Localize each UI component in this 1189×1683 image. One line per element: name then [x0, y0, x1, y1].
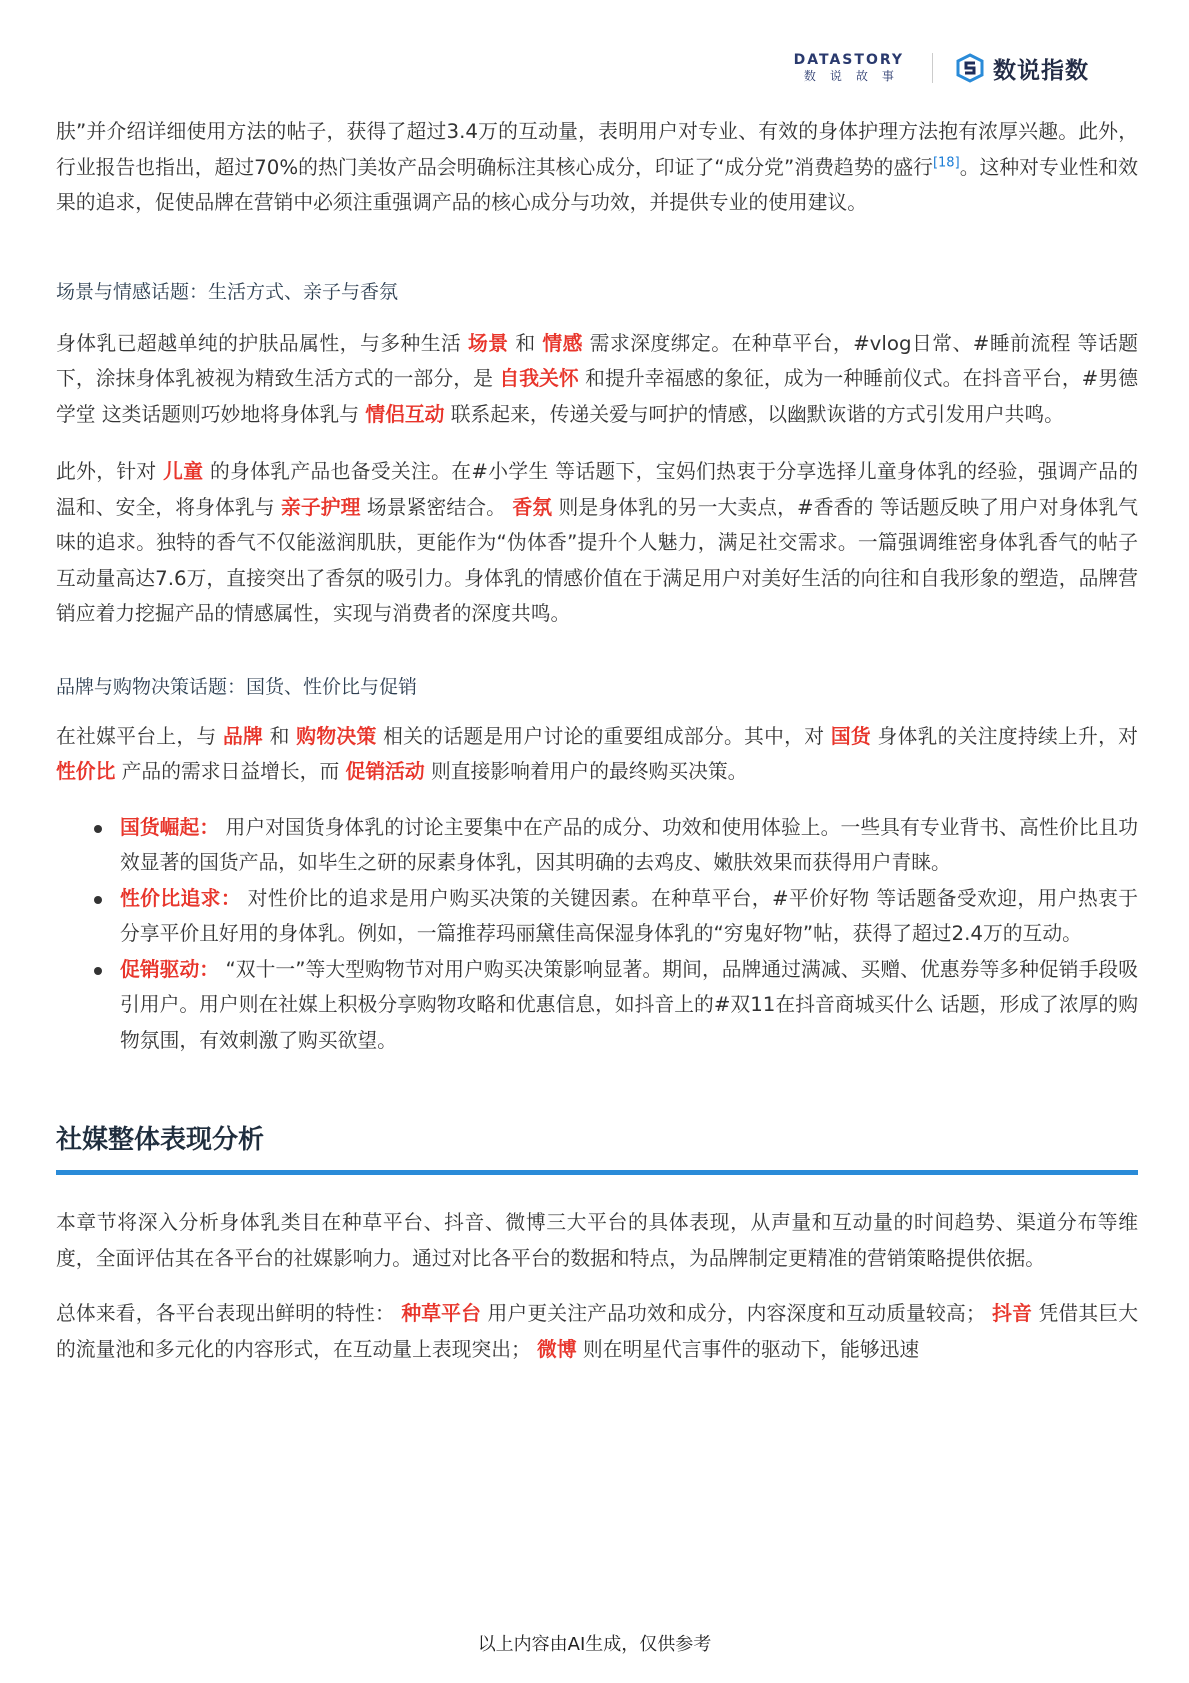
highlight-keyword: 微博	[537, 1337, 577, 1361]
paragraph-ingredients	[56, 114, 1138, 221]
citation-ref-18[interactable]: [18]	[932, 154, 960, 170]
section-title: 社媒整体表现分析	[56, 1125, 265, 1155]
bullet-text: 用户对国货身体乳的讨论主要集中在产品的成分、功效和使用体验上。一些具有专业背书、高性价比且功效显著的国货产品，如毕生之研的尿素身体乳，因其明确的去鸡皮、嫩肤效果而获得用户青睐。	[120, 815, 1138, 874]
subheading-scene-emotion: 场景与情感话题：生活方式、亲子与香氛	[56, 280, 399, 303]
paragraph-scene	[56, 326, 1138, 433]
paragraph-text: 用户更关注产品功效和成分，内容深度和互动质量较高；	[481, 1302, 993, 1325]
paragraph-text: 总体来看，各平台表现出鲜明的特性：	[56, 1302, 402, 1325]
highlight-keyword: 品牌	[223, 724, 264, 748]
paragraph-text: 则直接影响着用户的最终购买决策。	[424, 760, 748, 783]
paragraph-children-fragrance	[56, 454, 1138, 632]
highlight-keyword: 种草平台	[401, 1302, 482, 1325]
brand-logo	[955, 52, 1089, 85]
highlight-keyword: 情侣互动	[365, 402, 445, 426]
paragraph-text: 场景紧密结合。	[360, 495, 513, 519]
page-header	[794, 48, 1089, 88]
paragraph-text: 。这种对专业性和效果的追求，促使品牌在营销中必须注重强调产品的核心成分与功效，并提供专业的使用建议。	[56, 155, 1138, 214]
section-title-rule	[56, 1170, 1138, 1175]
paragraph-section-intro: 本章节将深入分析身体乳类目在种草平台、抖音、微博三大平台的具体表现，从声量和互动量的时间趋势、渠道分布等维度，全面评估其在各平台的社媒影响力。通过对比各平台的数据和特点，为品牌制定更精准的营销策略提供依据。	[56, 1211, 1138, 1270]
highlight-keyword: 儿童	[163, 460, 204, 483]
list-item	[92, 952, 1138, 1059]
bullet-label: 促销驱动：	[120, 957, 220, 981]
bullet-text: “双十一”等大型购物节对用户购买决策影响显著。期间，品牌通过满减、买赠、优惠券等多种促销手段吸引用户。用户则在社媒上积极分享购物攻略和优惠信息，如抖音上的#双11在抖音商城买什么 话题，形成了浓厚的购物氛围，有效刺激了购买欲望。	[120, 957, 1138, 1052]
brand-name: 数说指数	[993, 57, 1089, 84]
document-body	[56, 114, 1138, 1367]
section-header	[56, 1120, 1138, 1175]
paragraph-text: 此外，针对	[56, 460, 164, 483]
bullet-label: 国货崛起：	[120, 815, 220, 839]
bullet-dot-icon	[94, 896, 102, 904]
highlight-keyword: 亲子护理	[281, 495, 361, 519]
highlight-keyword: 性价比	[56, 760, 116, 783]
highlight-keyword: 国货	[830, 724, 871, 748]
bullet-text: 对性价比的追求是用户购买决策的关键因素。在种草平台，#平价好物 等话题备受欢迎，用户热衷于分享平价且好用的身体乳。例如，一篇推荐玛丽黛佳高保湿身体乳的“穷鬼好物”帖，获得了超过2.4万的互动。	[120, 886, 1138, 945]
highlight-keyword: 促销活动	[345, 760, 425, 783]
footer-disclaimer: 以上内容由AI生成，仅供参考	[477, 1634, 712, 1655]
bullet-label: 性价比追求：	[120, 886, 241, 910]
paragraph-text: 需求深度绑定。在种草平台，#vlog日常、#睡前流程 等话题下，涂抹身体乳被视为精致生活方式的一部分，是	[56, 331, 1138, 390]
paragraph-text: 身体乳已超越单纯的护肤品属性，与多种生活	[56, 331, 469, 355]
paragraph-text: 的身体乳产品也备受关注。在#小学生 等话题下，宝妈们热衷于分享选择儿童身体乳的经验，强调产品的温和、安全，将身体乳与	[56, 460, 1138, 519]
paragraph-text: 和	[263, 724, 297, 748]
brand-s-icon	[955, 53, 985, 83]
paragraph-text: 和提升幸福感的象征，成为一种睡前仪式。在抖音平台，#男德学堂 这类话题则巧妙地将身体乳与	[56, 367, 1138, 426]
bullet-list	[92, 810, 1138, 1059]
list-item	[92, 810, 1138, 881]
paragraph-text: 凭借其巨大的流量池和多元化的内容形式，在互动量上表现突出；	[56, 1302, 1138, 1361]
paragraph-text: 在社媒平台上，与	[56, 724, 223, 748]
paragraph-text: 相关的话题是用户讨论的重要组成部分。其中，对	[376, 724, 831, 748]
paragraph-platforms	[56, 1296, 1138, 1367]
paragraph-text: 肤”并介绍详细使用方法的帖子，获得了超过3.4万的互动量，表明用户对专业、有效的身体护理方法抱有浓厚兴趣。此外，行业报告也指出，超过70%的热门美妆产品会明确标注其核心成分，印证了“成分党”消费趋势的盛行	[56, 120, 1138, 179]
highlight-keyword: 香氛	[512, 495, 553, 519]
paragraph-text: 则在明星代言事件的驱动下，能够迅速	[576, 1337, 920, 1361]
datastory-logo-en: DATASTORY	[793, 52, 904, 68]
datastory-logo	[793, 52, 908, 84]
datastory-logo-cn: 数说故事	[803, 69, 908, 83]
highlight-keyword: 购物决策	[296, 724, 377, 748]
highlight-keyword: 自我关怀	[499, 367, 579, 390]
bullet-dot-icon	[94, 825, 102, 833]
bullet-dot-icon	[94, 967, 102, 975]
paragraph-text: 则是身体乳的另一大卖点，#香香的 等话题反映了用户对身体乳气味的追求。独特的香气不仅能滋润肌肤，更能作为“伪体香”提升个人魅力，满足社交需求。一篇强调维密身体乳香气的帖子互动量高达7.6万，直接突出了香氛的吸引力。身体乳的情感价值在于满足用户对美好生活的向往和自我形象的塑造，品牌营销应着力挖掘产品的情感属性，实现与消费者的深度共鸣。	[56, 495, 1138, 625]
list-item	[92, 881, 1138, 952]
subheading-brand-shopping: 品牌与购物决策话题：国货、性价比与促销	[56, 675, 418, 698]
highlight-keyword: 抖音	[992, 1302, 1033, 1325]
paragraph-text: 产品的需求日益增长，而	[115, 760, 346, 783]
paragraph-text: 联系起来，传递关爱与呵护的情感，以幽默诙谐的方式引发用户共鸣。	[444, 402, 1064, 426]
highlight-keyword: 情感	[542, 331, 583, 355]
header-divider	[932, 53, 933, 83]
highlight-keyword: 场景	[468, 331, 509, 355]
paragraph-text: 和	[508, 331, 543, 355]
paragraph-brand	[56, 719, 1138, 790]
paragraph-text: 身体乳的关注度持续上升，对	[870, 724, 1138, 748]
